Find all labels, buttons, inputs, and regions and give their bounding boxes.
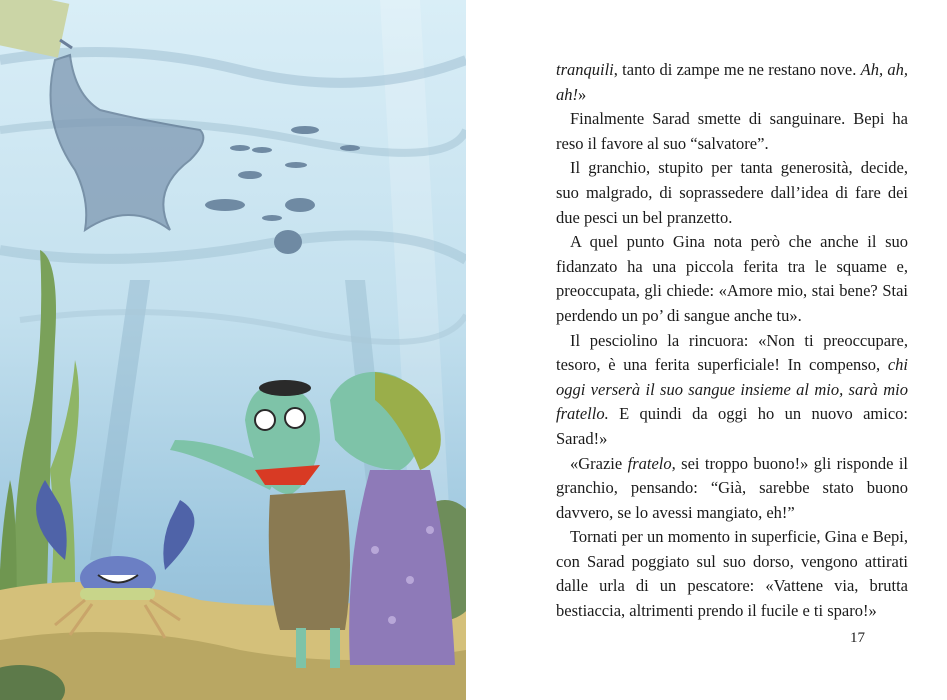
text-run: E quindi da oggi ho un nuovo amico: Sarad!» [556, 404, 908, 448]
text-run: «Grazie [570, 453, 628, 473]
fishing-net [51, 55, 204, 230]
text-run: , tanto di zampe me ne restano nove. [613, 60, 861, 79]
text-run: A quel punto Gina nota però che anche il suo fidanzato ha una piccola ferita tra le squame e, preoccupata, gli chiede: «Amore mio, stai bene? Stai perdendo un po’ di sangue anche tu». [556, 232, 908, 325]
illustration-artwork [0, 0, 466, 700]
text-run: Tornati per un momento in superficie, Gina e Bepi, con Sarad poggiato sul suo dorso, vengono attirati dalle urla di un pescatore: «Vattene via, brutta bestiaccia, altrimenti prendo il fucile e ti sparo!» [556, 527, 908, 621]
paragraph [556, 525, 908, 623]
text-run: » [578, 84, 587, 104]
page-number: 17 [850, 630, 865, 646]
paragraph [556, 230, 908, 328]
text-run: Il pesciolino la rincuora: «Non ti preoccupare, tesoro, è una ferita superficiale! In compenso, [556, 330, 908, 375]
paragraph [556, 107, 908, 156]
italic-text: Ah, ah, ah! [556, 60, 908, 104]
italic-text: tranquili [556, 60, 614, 79]
body-text [556, 58, 908, 624]
paragraph [556, 329, 908, 452]
text-page [466, 0, 947, 700]
paragraph [556, 156, 908, 230]
hook-line [60, 40, 72, 48]
paragraph [556, 452, 908, 526]
light-ray [90, 280, 150, 560]
paragraph [556, 58, 908, 107]
italic-text: fratelo, [627, 453, 676, 473]
underwater-illustration [0, 0, 466, 700]
text-run: Finalmente Sarad smette di sanguinare. Bepi ha reso il favore al suo “salvatore”. [556, 109, 908, 153]
paper-tag [0, 0, 69, 58]
text-run: sei troppo buono!» gli risponde il granchio, pensando: “Già, sarebbe stato buono davvero, se lo avessi mangiato, eh!” [556, 453, 908, 522]
text-run: Il granchio, stupito per tanta generosità, decide, suo malgrado, di soprassedere dall’idea di fare dei due pesci un bel pranzetto. [556, 158, 908, 227]
italic-text: chi oggi verserà il suo sangue insieme al mio, sarà mio fratello. [556, 355, 908, 424]
